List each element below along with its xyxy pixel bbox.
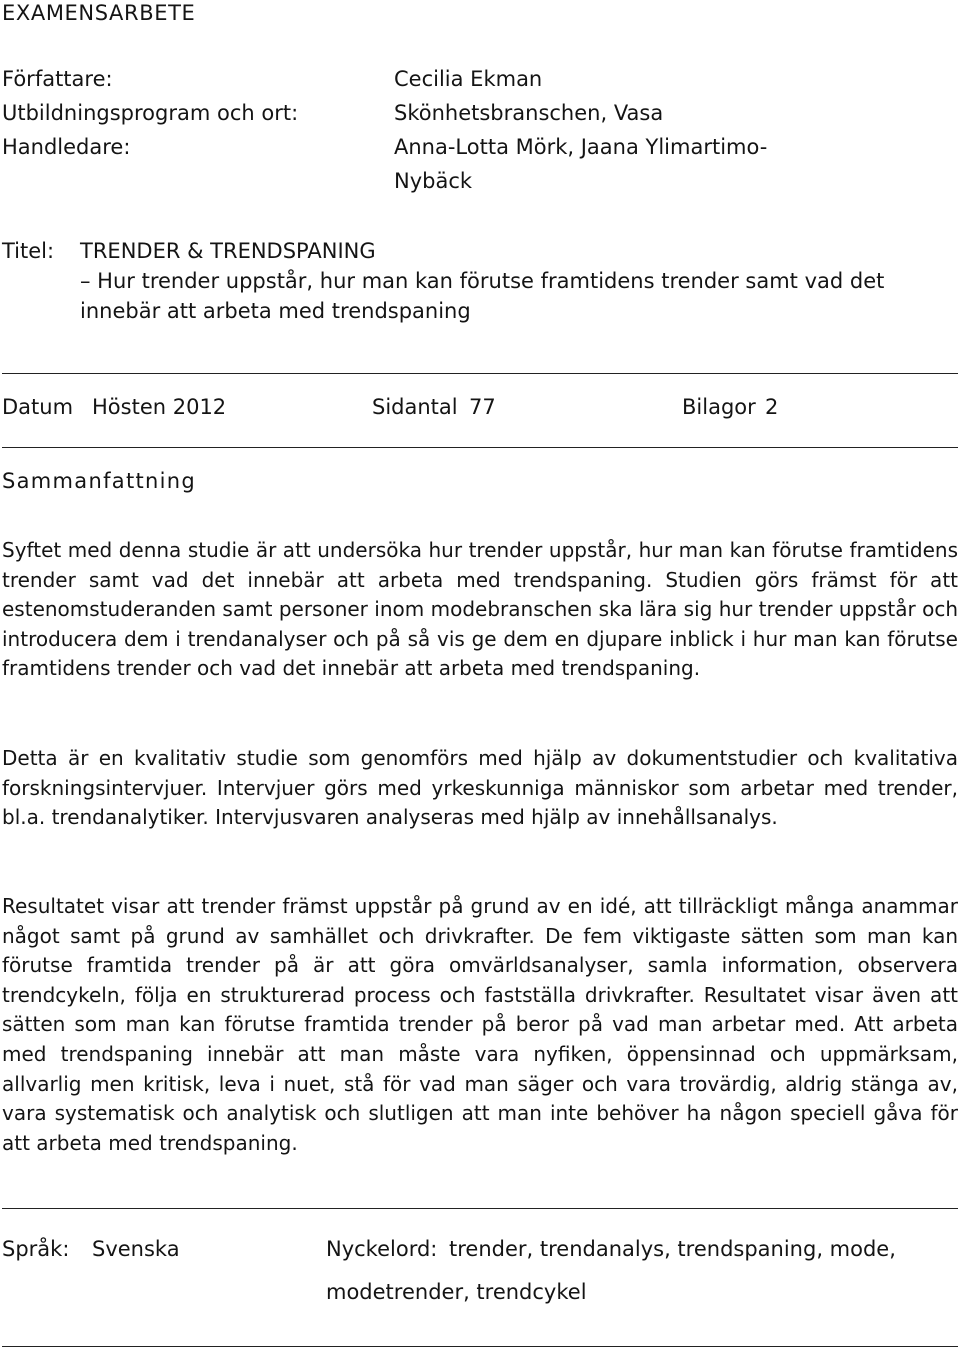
author-label: Författare:: [2, 67, 113, 91]
supervisor-label: Handledare:: [2, 135, 131, 159]
sidantal-label: Sidantal: [372, 395, 458, 419]
sidantal-value: 77: [469, 395, 496, 419]
supervisor-value: Anna-Lotta Mörk, Jaana Ylimartimo-Nybäck: [394, 135, 768, 193]
title-subtitle: – Hur trender uppstår, hur man kan förutse framtidens trender samt vad det innebär att arbeta med trendspaning: [80, 269, 885, 323]
keywords-line-1: trender, trendanalys, trendspaning, mode,: [449, 1237, 896, 1261]
datum-value: Hösten 2012: [92, 395, 227, 419]
keywords-line-2: modetrender, trendcykel: [326, 1280, 587, 1304]
document-heading: EXAMENSARBETE: [2, 1, 196, 25]
keywords-label: Nyckelord:: [326, 1237, 438, 1261]
title-block: [80, 236, 940, 326]
divider-middle: [2, 447, 958, 448]
summary-paragraph-2: Detta är en kvalitativ studie som genomförs med hjälp av dokumentstudier och kvalitativa forskningsintervjuer. Intervjuer görs med yrkeskunniga människor som arbetar med trender, bl.a. trendanalytiker. Intervjusvaren analyseras med hjälp av innehållsanalys.: [2, 746, 958, 830]
program-value: Skönhetsbranschen, Vasa: [394, 101, 664, 125]
summary-heading: Sammanfattning: [2, 469, 197, 493]
program-label: Utbildningsprogram och ort:: [2, 101, 299, 125]
author-value: Cecilia Ekman: [394, 67, 543, 91]
divider-top: [2, 373, 958, 374]
language-label: Språk:: [2, 1237, 70, 1261]
bilagor-label: Bilagor: [682, 395, 756, 419]
datum-label: Datum: [2, 395, 74, 419]
divider-footer-top: [2, 1208, 958, 1209]
title-main: TRENDER & TRENDSPANING: [80, 239, 376, 263]
bilagor-value: 2: [765, 395, 779, 419]
summary-paragraph-3: Resultatet visar att trender främst uppstår på grund av en idé, att tillräckligt många anammar något samt på grund av samhället och drivkrafter. De fem viktigaste sätten som man kan förutse framtida trender på är att göra omvärldsanalyser, samla information, observera trendcykeln, följa en strukturerad process och fastställa drivkrafter. Resultatet visar även att sätten som man kan förutse framtida trender på beror på vad man arbetar med. Att arbeta med trendspaning innebär att man måste vara nyfiken, öppensinnad och uppmärksam, allvarlig men kritisk, leva i nuet, stå för vad man säger och vara trovärdig, aldrig stänga av, vara systematisk och analytisk och slutligen att man inte behöver ha någon speciell gåva för att arbeta med trendspaning.: [2, 894, 958, 1155]
divider-bottom: [2, 1346, 958, 1347]
language-value: Svenska: [92, 1237, 180, 1261]
title-label: Titel:: [2, 239, 55, 263]
summary-paragraph-1: Syftet med denna studie är att undersöka hur trender uppstår, hur man kan förutse framtidens trender samt vad det innebär att arbeta med trendspaning. Studien görs främst för att estenomstuderanden samt personer inom modebranschen ska lära sig hur trender uppstår och introducera dem i trendanalyser och på så vis ge dem en djupare inblick i hur man kan förutse framtidens trender och vad det innebär att arbeta med trendspaning.: [2, 538, 958, 681]
